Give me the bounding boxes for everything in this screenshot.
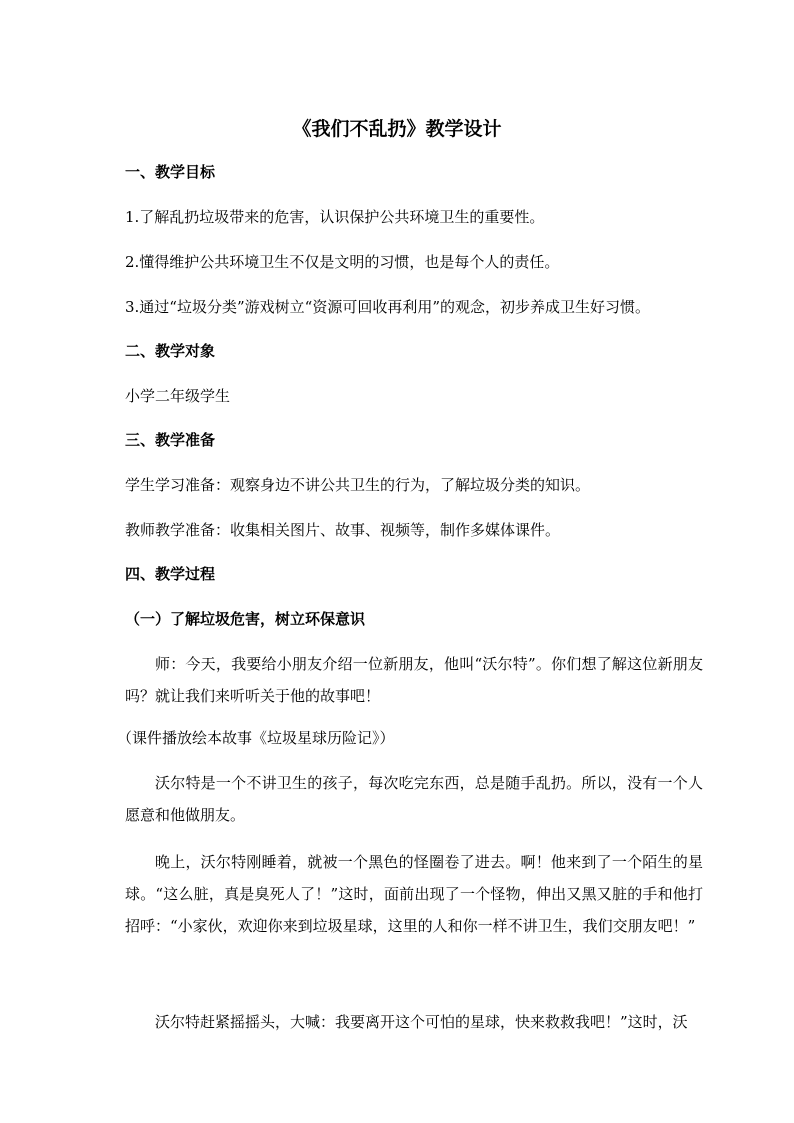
goal-item-1: 1.了解乱扔垃圾带来的危害，认识保护公共环境卫生的重要性。 [125,208,545,226]
section-heading-audience: 二、教学对象 [125,342,216,360]
section-heading-goals: 一、教学目标 [125,163,216,181]
teacher-preparation: 教师教学准备：收集相关图片、故事、视频等，制作多媒体课件。 [125,521,561,539]
goal-item-3: 3.通过“垃圾分类”游戏树立“资源可回收再利用”的观念，初步养成卫生好习惯。 [125,298,650,316]
paragraph-teacher-intro: 师：今天，我要给小朋友介绍一位新朋友，他叫“沃尔特”。你们想了解这位新朋友吗？就让我们来听听关于他的故事吧！ [125,655,703,705]
subsection-heading-1: （一）了解垃圾危害，树立环保意识 [125,610,366,628]
goal-item-2: 2.懂得维护公共环境卫生不仅是文明的习惯，也是每个人的责任。 [125,253,560,271]
audience-text: 小学二年级学生 [125,387,231,405]
paragraph-story-2: 晚上，沃尔特刚睡着，就被一个黑色的怪圈卷了进去。啊！他来到了一个陌生的星球。“这么脏，真是臭死人了！”这时，面前出现了一个怪物，伸出又黑又脏的手和他打招呼：“小家伙，欢迎你来到垃圾星球，这里的人和你一样不讲卫生，我们交朋友吧！” [125,853,703,935]
document-title: 《我们不乱扔》教学设计 [292,118,502,140]
courseware-note: （课件播放绘本故事《垃圾星球历险记》） [117,729,395,747]
paragraph-story-3: 沃尔特赶紧摇摇头，大喊：我要离开这个可怕的星球，快来救救我吧！”这时，沃 [155,1013,688,1031]
section-heading-preparation: 三、教学准备 [125,431,216,449]
student-preparation: 学生学习准备：观察身边不讲公共卫生的行为，了解垃圾分类的知识。 [125,476,591,494]
section-heading-process: 四、教学过程 [125,565,216,583]
paragraph-story-1: 沃尔特是一个不讲卫生的孩子，每次吃完东西，总是随手乱扔。所以，没有一个人愿意和他做朋友。 [125,774,703,824]
